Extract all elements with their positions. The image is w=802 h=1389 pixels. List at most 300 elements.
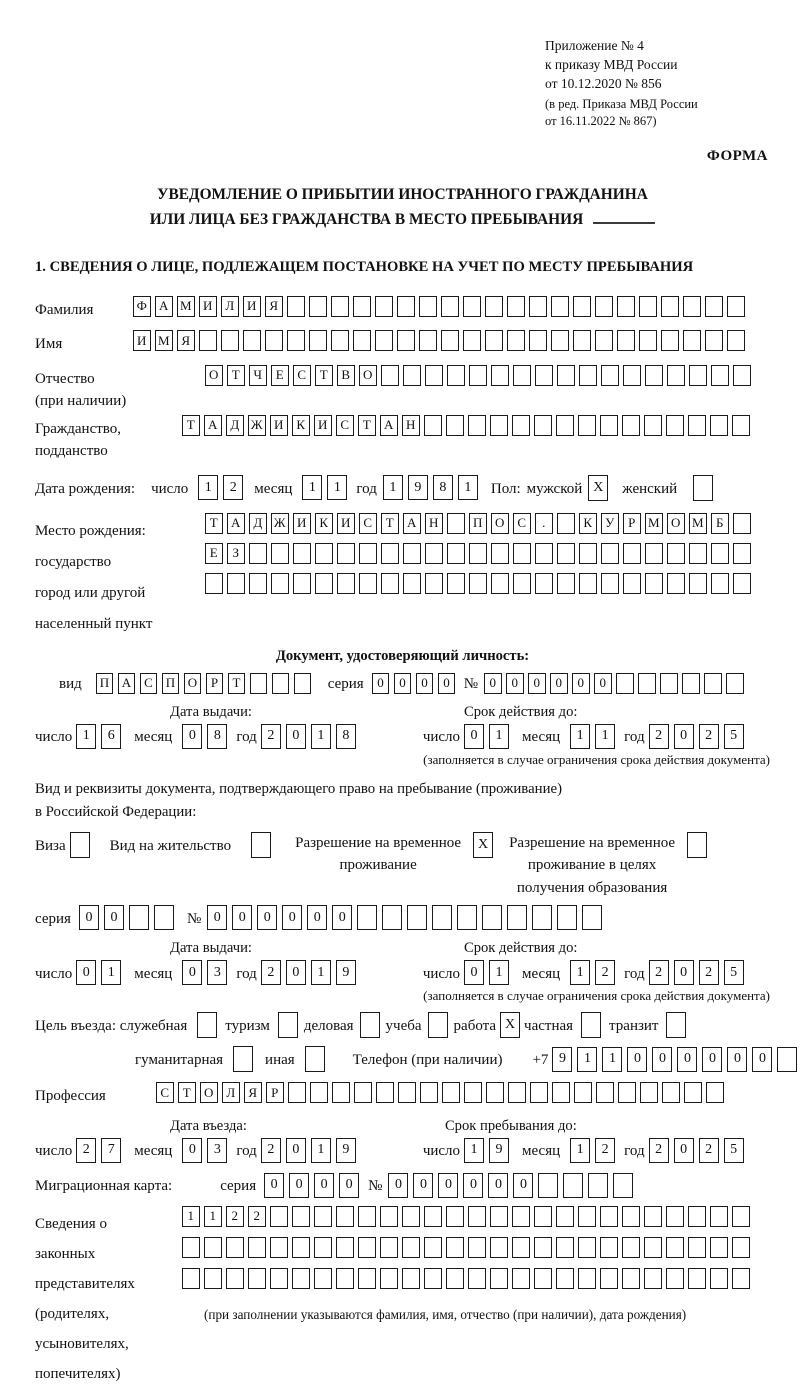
form-cell[interactable] bbox=[402, 1268, 420, 1289]
form-cell[interactable] bbox=[727, 296, 745, 317]
form-cell[interactable] bbox=[662, 1082, 680, 1103]
form-cell[interactable] bbox=[314, 1268, 332, 1289]
form-cell[interactable]: Ч bbox=[249, 365, 267, 386]
form-cell[interactable] bbox=[469, 573, 487, 594]
form-cell[interactable] bbox=[616, 673, 634, 694]
form-cell[interactable] bbox=[375, 296, 393, 317]
form-cell[interactable] bbox=[706, 1082, 724, 1103]
form-cell[interactable]: 1 bbox=[311, 724, 331, 749]
form-cell[interactable]: Ж bbox=[248, 415, 266, 436]
form-cell[interactable] bbox=[463, 296, 481, 317]
form-cell[interactable]: 1 bbox=[204, 1206, 222, 1227]
form-cell[interactable]: 9 bbox=[489, 1138, 509, 1163]
form-cell[interactable] bbox=[557, 573, 575, 594]
form-cell[interactable] bbox=[688, 415, 706, 436]
form-cell[interactable] bbox=[468, 1268, 486, 1289]
form-cell[interactable] bbox=[507, 296, 525, 317]
form-cell[interactable] bbox=[557, 543, 575, 564]
form-cell[interactable] bbox=[534, 1206, 552, 1227]
form-cell[interactable] bbox=[359, 573, 377, 594]
form-cell[interactable] bbox=[573, 330, 591, 351]
form-cell[interactable]: С bbox=[140, 673, 158, 694]
form-cell[interactable]: 0 bbox=[528, 673, 546, 694]
form-cell[interactable] bbox=[508, 1082, 526, 1103]
form-cell[interactable] bbox=[732, 1237, 750, 1258]
form-cell[interactable] bbox=[292, 1206, 310, 1227]
form-cell[interactable] bbox=[446, 415, 464, 436]
form-cell[interactable] bbox=[535, 543, 553, 564]
form-cell[interactable] bbox=[360, 1012, 380, 1038]
form-cell[interactable]: 1 bbox=[602, 1047, 622, 1072]
form-cell[interactable] bbox=[287, 296, 305, 317]
form-cell[interactable] bbox=[666, 1268, 684, 1289]
form-cell[interactable] bbox=[661, 330, 679, 351]
form-cell[interactable] bbox=[579, 365, 597, 386]
form-cell[interactable]: 1 bbox=[570, 1138, 590, 1163]
form-cell[interactable]: Ф bbox=[133, 296, 151, 317]
form-cell[interactable] bbox=[535, 573, 553, 594]
form-cell[interactable] bbox=[469, 543, 487, 564]
form-cell[interactable] bbox=[689, 573, 707, 594]
form-cell[interactable] bbox=[294, 673, 312, 694]
form-cell[interactable] bbox=[666, 1012, 686, 1038]
form-cell[interactable] bbox=[446, 1268, 464, 1289]
form-cell[interactable] bbox=[530, 1082, 548, 1103]
form-cell[interactable] bbox=[270, 1268, 288, 1289]
form-cell[interactable] bbox=[532, 905, 552, 930]
form-cell[interactable]: 0 bbox=[463, 1173, 483, 1198]
form-cell[interactable] bbox=[315, 573, 333, 594]
form-cell[interactable]: Н bbox=[402, 415, 420, 436]
form-cell[interactable] bbox=[600, 1206, 618, 1227]
form-cell[interactable]: О bbox=[491, 513, 509, 534]
form-cell[interactable] bbox=[402, 1237, 420, 1258]
form-cell[interactable] bbox=[640, 1082, 658, 1103]
form-cell[interactable]: Е bbox=[205, 543, 223, 564]
form-cell[interactable] bbox=[579, 543, 597, 564]
form-cell[interactable]: 0 bbox=[104, 905, 124, 930]
form-cell[interactable] bbox=[644, 1268, 662, 1289]
form-cell[interactable] bbox=[622, 415, 640, 436]
form-cell[interactable] bbox=[381, 365, 399, 386]
form-cell[interactable]: О bbox=[205, 365, 223, 386]
form-cell[interactable] bbox=[447, 543, 465, 564]
form-cell[interactable] bbox=[425, 365, 443, 386]
form-cell[interactable] bbox=[447, 573, 465, 594]
form-cell[interactable] bbox=[613, 1173, 633, 1198]
form-cell[interactable]: Т bbox=[227, 365, 245, 386]
form-cell[interactable]: Е bbox=[271, 365, 289, 386]
form-cell[interactable] bbox=[482, 905, 502, 930]
form-cell[interactable] bbox=[732, 1268, 750, 1289]
form-cell[interactable]: Л bbox=[222, 1082, 240, 1103]
form-cell[interactable] bbox=[727, 330, 745, 351]
form-cell[interactable] bbox=[403, 365, 421, 386]
form-cell[interactable] bbox=[468, 1237, 486, 1258]
form-cell[interactable] bbox=[271, 543, 289, 564]
form-cell[interactable] bbox=[732, 415, 750, 436]
form-cell[interactable] bbox=[617, 296, 635, 317]
form-cell[interactable] bbox=[197, 1012, 217, 1038]
form-cell[interactable]: 0 bbox=[752, 1047, 772, 1072]
form-cell[interactable] bbox=[70, 832, 90, 858]
form-cell[interactable] bbox=[513, 365, 531, 386]
form-cell[interactable] bbox=[491, 573, 509, 594]
form-cell[interactable] bbox=[270, 1206, 288, 1227]
form-cell[interactable]: П bbox=[96, 673, 114, 694]
form-cell[interactable] bbox=[490, 1268, 508, 1289]
form-cell[interactable] bbox=[507, 905, 527, 930]
form-cell[interactable] bbox=[645, 573, 663, 594]
form-cell[interactable] bbox=[726, 673, 744, 694]
form-cell[interactable] bbox=[380, 1268, 398, 1289]
form-cell[interactable] bbox=[733, 573, 751, 594]
form-cell[interactable] bbox=[595, 296, 613, 317]
form-cell[interactable] bbox=[601, 573, 619, 594]
form-cell[interactable] bbox=[644, 1237, 662, 1258]
form-cell[interactable]: X bbox=[588, 475, 608, 501]
form-cell[interactable] bbox=[441, 330, 459, 351]
form-cell[interactable] bbox=[556, 1268, 574, 1289]
form-cell[interactable] bbox=[419, 296, 437, 317]
form-cell[interactable] bbox=[660, 673, 678, 694]
form-cell[interactable]: 0 bbox=[257, 905, 277, 930]
form-cell[interactable]: 2 bbox=[76, 1138, 96, 1163]
form-cell[interactable] bbox=[337, 543, 355, 564]
form-cell[interactable]: 9 bbox=[336, 1138, 356, 1163]
form-cell[interactable]: 1 bbox=[570, 724, 590, 749]
form-cell[interactable] bbox=[623, 365, 641, 386]
form-cell[interactable] bbox=[645, 543, 663, 564]
form-cell[interactable]: 1 bbox=[311, 960, 331, 985]
form-cell[interactable]: 2 bbox=[261, 960, 281, 985]
form-cell[interactable] bbox=[552, 1082, 570, 1103]
form-cell[interactable]: А bbox=[118, 673, 136, 694]
form-cell[interactable]: 1 bbox=[577, 1047, 597, 1072]
form-cell[interactable]: 0 bbox=[572, 673, 590, 694]
form-cell[interactable]: 0 bbox=[702, 1047, 722, 1072]
form-cell[interactable] bbox=[425, 573, 443, 594]
form-cell[interactable] bbox=[250, 673, 268, 694]
form-cell[interactable]: О bbox=[200, 1082, 218, 1103]
form-cell[interactable] bbox=[336, 1237, 354, 1258]
form-cell[interactable] bbox=[507, 330, 525, 351]
form-cell[interactable]: 1 bbox=[489, 960, 509, 985]
form-cell[interactable] bbox=[424, 1268, 442, 1289]
form-cell[interactable]: 0 bbox=[332, 905, 352, 930]
form-cell[interactable] bbox=[689, 365, 707, 386]
form-cell[interactable] bbox=[556, 415, 574, 436]
form-cell[interactable] bbox=[710, 1206, 728, 1227]
form-cell[interactable] bbox=[457, 905, 477, 930]
form-cell[interactable] bbox=[512, 1268, 530, 1289]
form-cell[interactable] bbox=[688, 1237, 706, 1258]
form-cell[interactable]: 6 bbox=[101, 724, 121, 749]
form-cell[interactable]: А bbox=[155, 296, 173, 317]
form-cell[interactable]: Ж bbox=[271, 513, 289, 534]
form-cell[interactable] bbox=[292, 1268, 310, 1289]
form-cell[interactable] bbox=[710, 1237, 728, 1258]
form-cell[interactable] bbox=[226, 1268, 244, 1289]
form-cell[interactable] bbox=[425, 543, 443, 564]
form-cell[interactable] bbox=[666, 1237, 684, 1258]
form-cell[interactable] bbox=[601, 365, 619, 386]
form-cell[interactable] bbox=[293, 573, 311, 594]
form-cell[interactable] bbox=[534, 415, 552, 436]
form-cell[interactable] bbox=[271, 573, 289, 594]
form-cell[interactable] bbox=[358, 1206, 376, 1227]
form-cell[interactable] bbox=[600, 1237, 618, 1258]
form-cell[interactable]: 0 bbox=[438, 673, 456, 694]
form-cell[interactable] bbox=[512, 1206, 530, 1227]
form-cell[interactable]: 0 bbox=[594, 673, 612, 694]
form-cell[interactable] bbox=[292, 1237, 310, 1258]
form-cell[interactable] bbox=[733, 513, 751, 534]
form-cell[interactable]: X bbox=[500, 1012, 520, 1038]
form-cell[interactable] bbox=[424, 1237, 442, 1258]
form-cell[interactable] bbox=[442, 1082, 460, 1103]
form-cell[interactable] bbox=[581, 1012, 601, 1038]
form-cell[interactable]: И bbox=[133, 330, 151, 351]
form-cell[interactable]: 0 bbox=[76, 960, 96, 985]
form-cell[interactable] bbox=[588, 1173, 608, 1198]
form-cell[interactable]: 0 bbox=[207, 905, 227, 930]
form-cell[interactable] bbox=[278, 1012, 298, 1038]
form-cell[interactable]: 0 bbox=[182, 960, 202, 985]
form-cell[interactable]: У bbox=[601, 513, 619, 534]
form-cell[interactable]: 1 bbox=[383, 475, 403, 500]
form-cell[interactable]: Т bbox=[381, 513, 399, 534]
form-cell[interactable] bbox=[314, 1206, 332, 1227]
form-cell[interactable] bbox=[485, 330, 503, 351]
form-cell[interactable]: 0 bbox=[372, 673, 390, 694]
form-cell[interactable]: З bbox=[227, 543, 245, 564]
form-cell[interactable] bbox=[601, 543, 619, 564]
form-cell[interactable]: И bbox=[270, 415, 288, 436]
form-cell[interactable]: К bbox=[292, 415, 310, 436]
form-cell[interactable] bbox=[331, 296, 349, 317]
form-cell[interactable] bbox=[693, 475, 713, 501]
form-cell[interactable]: А bbox=[204, 415, 222, 436]
form-cell[interactable]: 0 bbox=[674, 1138, 694, 1163]
form-cell[interactable] bbox=[618, 1082, 636, 1103]
form-cell[interactable] bbox=[424, 415, 442, 436]
form-cell[interactable] bbox=[513, 573, 531, 594]
form-cell[interactable] bbox=[622, 1206, 640, 1227]
form-cell[interactable]: 2 bbox=[223, 475, 243, 500]
form-cell[interactable]: Л bbox=[221, 296, 239, 317]
form-cell[interactable] bbox=[573, 296, 591, 317]
form-cell[interactable]: 0 bbox=[416, 673, 434, 694]
form-cell[interactable]: 5 bbox=[724, 1138, 744, 1163]
form-cell[interactable] bbox=[538, 1173, 558, 1198]
form-cell[interactable] bbox=[491, 365, 509, 386]
form-cell[interactable] bbox=[353, 296, 371, 317]
form-cell[interactable] bbox=[227, 573, 245, 594]
form-cell[interactable]: Д bbox=[249, 513, 267, 534]
form-cell[interactable] bbox=[534, 1237, 552, 1258]
form-cell[interactable] bbox=[490, 1206, 508, 1227]
form-cell[interactable]: 1 bbox=[302, 475, 322, 500]
form-cell[interactable] bbox=[331, 330, 349, 351]
form-cell[interactable] bbox=[705, 330, 723, 351]
form-cell[interactable] bbox=[353, 330, 371, 351]
form-cell[interactable] bbox=[287, 330, 305, 351]
form-cell[interactable] bbox=[129, 905, 149, 930]
form-cell[interactable]: 0 bbox=[286, 724, 306, 749]
form-cell[interactable] bbox=[272, 673, 290, 694]
form-cell[interactable]: 0 bbox=[289, 1173, 309, 1198]
form-cell[interactable] bbox=[420, 1082, 438, 1103]
form-cell[interactable]: О bbox=[359, 365, 377, 386]
form-cell[interactable]: Я bbox=[177, 330, 195, 351]
form-cell[interactable]: 5 bbox=[724, 724, 744, 749]
form-cell[interactable]: 2 bbox=[649, 1138, 669, 1163]
form-cell[interactable] bbox=[513, 543, 531, 564]
form-cell[interactable] bbox=[667, 543, 685, 564]
form-cell[interactable]: К bbox=[579, 513, 597, 534]
form-cell[interactable] bbox=[288, 1082, 306, 1103]
form-cell[interactable] bbox=[251, 832, 271, 858]
form-cell[interactable] bbox=[683, 296, 701, 317]
form-cell[interactable] bbox=[777, 1047, 797, 1072]
form-cell[interactable] bbox=[402, 1206, 420, 1227]
form-cell[interactable]: 0 bbox=[464, 960, 484, 985]
form-cell[interactable] bbox=[486, 1082, 504, 1103]
form-cell[interactable] bbox=[595, 330, 613, 351]
form-cell[interactable] bbox=[710, 415, 728, 436]
form-cell[interactable]: 0 bbox=[550, 673, 568, 694]
form-cell[interactable]: С bbox=[156, 1082, 174, 1103]
form-cell[interactable]: 9 bbox=[408, 475, 428, 500]
form-cell[interactable] bbox=[309, 330, 327, 351]
form-cell[interactable] bbox=[419, 330, 437, 351]
form-cell[interactable] bbox=[623, 543, 641, 564]
form-cell[interactable]: И bbox=[337, 513, 355, 534]
form-cell[interactable] bbox=[732, 1206, 750, 1227]
form-cell[interactable] bbox=[398, 1082, 416, 1103]
form-cell[interactable]: 9 bbox=[336, 960, 356, 985]
form-cell[interactable] bbox=[337, 573, 355, 594]
form-cell[interactable] bbox=[490, 1237, 508, 1258]
form-cell[interactable] bbox=[249, 573, 267, 594]
form-cell[interactable] bbox=[578, 415, 596, 436]
form-cell[interactable]: . bbox=[535, 513, 553, 534]
form-cell[interactable] bbox=[557, 365, 575, 386]
form-cell[interactable] bbox=[551, 296, 569, 317]
form-cell[interactable] bbox=[551, 330, 569, 351]
form-cell[interactable] bbox=[381, 543, 399, 564]
form-cell[interactable] bbox=[332, 1082, 350, 1103]
form-cell[interactable]: 0 bbox=[314, 1173, 334, 1198]
form-cell[interactable] bbox=[644, 1206, 662, 1227]
form-cell[interactable]: 1 bbox=[182, 1206, 200, 1227]
form-cell[interactable]: 0 bbox=[413, 1173, 433, 1198]
form-cell[interactable] bbox=[733, 543, 751, 564]
form-cell[interactable]: 0 bbox=[388, 1173, 408, 1198]
form-cell[interactable] bbox=[512, 415, 530, 436]
form-cell[interactable]: К bbox=[315, 513, 333, 534]
form-cell[interactable]: 0 bbox=[286, 960, 306, 985]
form-cell[interactable] bbox=[359, 543, 377, 564]
form-cell[interactable] bbox=[424, 1206, 442, 1227]
form-cell[interactable]: 0 bbox=[339, 1173, 359, 1198]
form-cell[interactable] bbox=[733, 365, 751, 386]
form-cell[interactable]: 5 bbox=[724, 960, 744, 985]
form-cell[interactable]: С bbox=[513, 513, 531, 534]
form-cell[interactable] bbox=[578, 1206, 596, 1227]
form-cell[interactable] bbox=[623, 573, 641, 594]
form-cell[interactable] bbox=[248, 1237, 266, 1258]
form-cell[interactable] bbox=[233, 1046, 253, 1072]
form-cell[interactable]: М bbox=[689, 513, 707, 534]
form-cell[interactable] bbox=[579, 573, 597, 594]
form-cell[interactable] bbox=[468, 1206, 486, 1227]
form-cell[interactable] bbox=[199, 330, 217, 351]
form-cell[interactable] bbox=[397, 330, 415, 351]
form-cell[interactable]: 0 bbox=[264, 1173, 284, 1198]
form-cell[interactable]: Т bbox=[182, 415, 200, 436]
form-cell[interactable] bbox=[336, 1206, 354, 1227]
form-cell[interactable] bbox=[463, 330, 481, 351]
form-cell[interactable] bbox=[596, 1082, 614, 1103]
form-cell[interactable]: 0 bbox=[484, 673, 502, 694]
form-cell[interactable] bbox=[557, 905, 577, 930]
form-cell[interactable]: 1 bbox=[327, 475, 347, 500]
form-cell[interactable]: 8 bbox=[207, 724, 227, 749]
form-cell[interactable] bbox=[711, 573, 729, 594]
form-cell[interactable]: С bbox=[359, 513, 377, 534]
form-cell[interactable]: Т bbox=[358, 415, 376, 436]
form-cell[interactable] bbox=[666, 1206, 684, 1227]
form-cell[interactable]: 2 bbox=[699, 960, 719, 985]
form-cell[interactable] bbox=[270, 1237, 288, 1258]
form-cell[interactable] bbox=[705, 296, 723, 317]
form-cell[interactable]: 1 bbox=[101, 960, 121, 985]
form-cell[interactable] bbox=[204, 1237, 222, 1258]
form-cell[interactable]: А bbox=[403, 513, 421, 534]
form-cell[interactable]: 9 bbox=[552, 1047, 572, 1072]
form-cell[interactable] bbox=[688, 1268, 706, 1289]
form-cell[interactable]: 1 bbox=[76, 724, 96, 749]
form-cell[interactable] bbox=[382, 905, 402, 930]
form-cell[interactable]: 0 bbox=[727, 1047, 747, 1072]
form-cell[interactable] bbox=[204, 1268, 222, 1289]
form-cell[interactable] bbox=[687, 832, 707, 858]
form-cell[interactable] bbox=[403, 573, 421, 594]
form-cell[interactable] bbox=[557, 513, 575, 534]
form-cell[interactable] bbox=[638, 673, 656, 694]
form-cell[interactable] bbox=[354, 1082, 372, 1103]
form-cell[interactable] bbox=[582, 905, 602, 930]
form-cell[interactable] bbox=[447, 513, 465, 534]
form-cell[interactable] bbox=[464, 1082, 482, 1103]
form-cell[interactable]: М bbox=[155, 330, 173, 351]
form-cell[interactable] bbox=[441, 296, 459, 317]
form-cell[interactable]: И bbox=[293, 513, 311, 534]
form-cell[interactable] bbox=[403, 543, 421, 564]
form-cell[interactable] bbox=[534, 1268, 552, 1289]
form-cell[interactable] bbox=[491, 543, 509, 564]
form-cell[interactable] bbox=[357, 905, 377, 930]
form-cell[interactable] bbox=[221, 330, 239, 351]
form-cell[interactable]: Р bbox=[206, 673, 224, 694]
form-cell[interactable]: И bbox=[314, 415, 332, 436]
form-cell[interactable] bbox=[639, 296, 657, 317]
form-cell[interactable]: 1 bbox=[464, 1138, 484, 1163]
form-cell[interactable] bbox=[226, 1237, 244, 1258]
form-cell[interactable]: 0 bbox=[232, 905, 252, 930]
